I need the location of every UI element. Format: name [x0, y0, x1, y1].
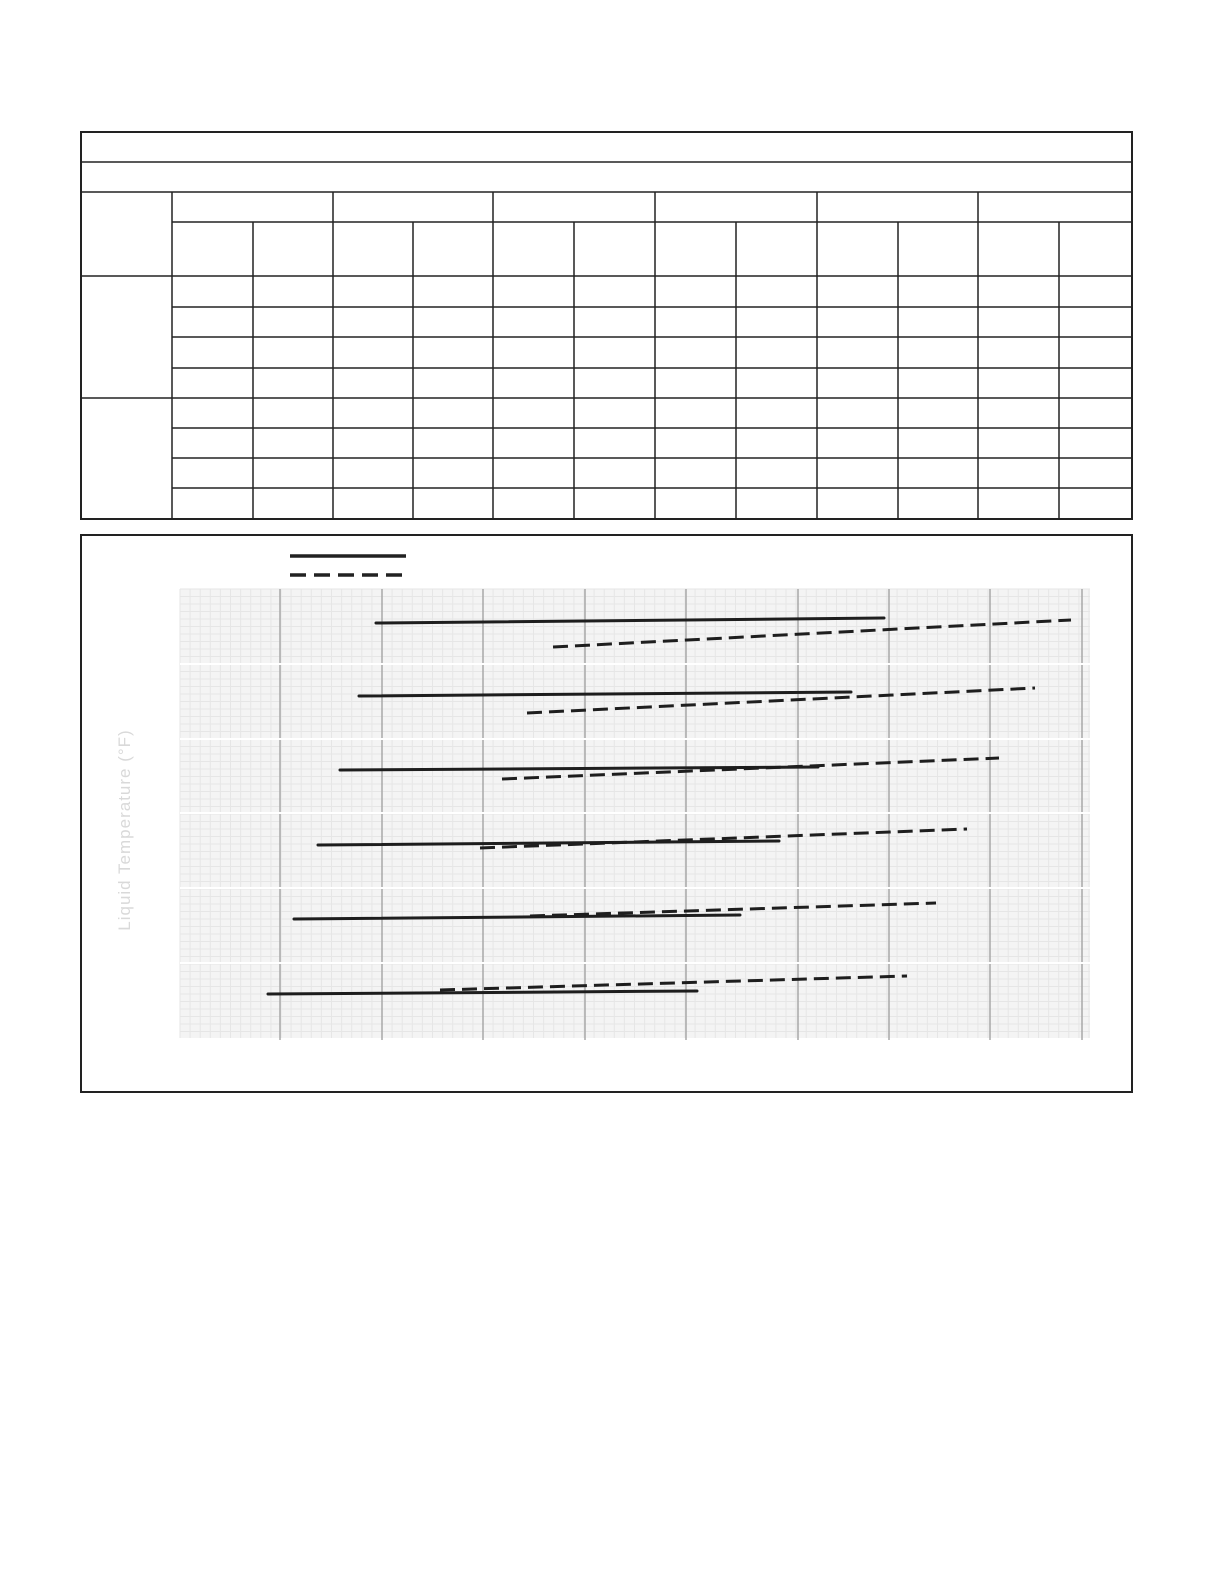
y-axis-label: Liquid Temperature (°F) — [115, 729, 134, 931]
chart-legend — [290, 556, 406, 575]
